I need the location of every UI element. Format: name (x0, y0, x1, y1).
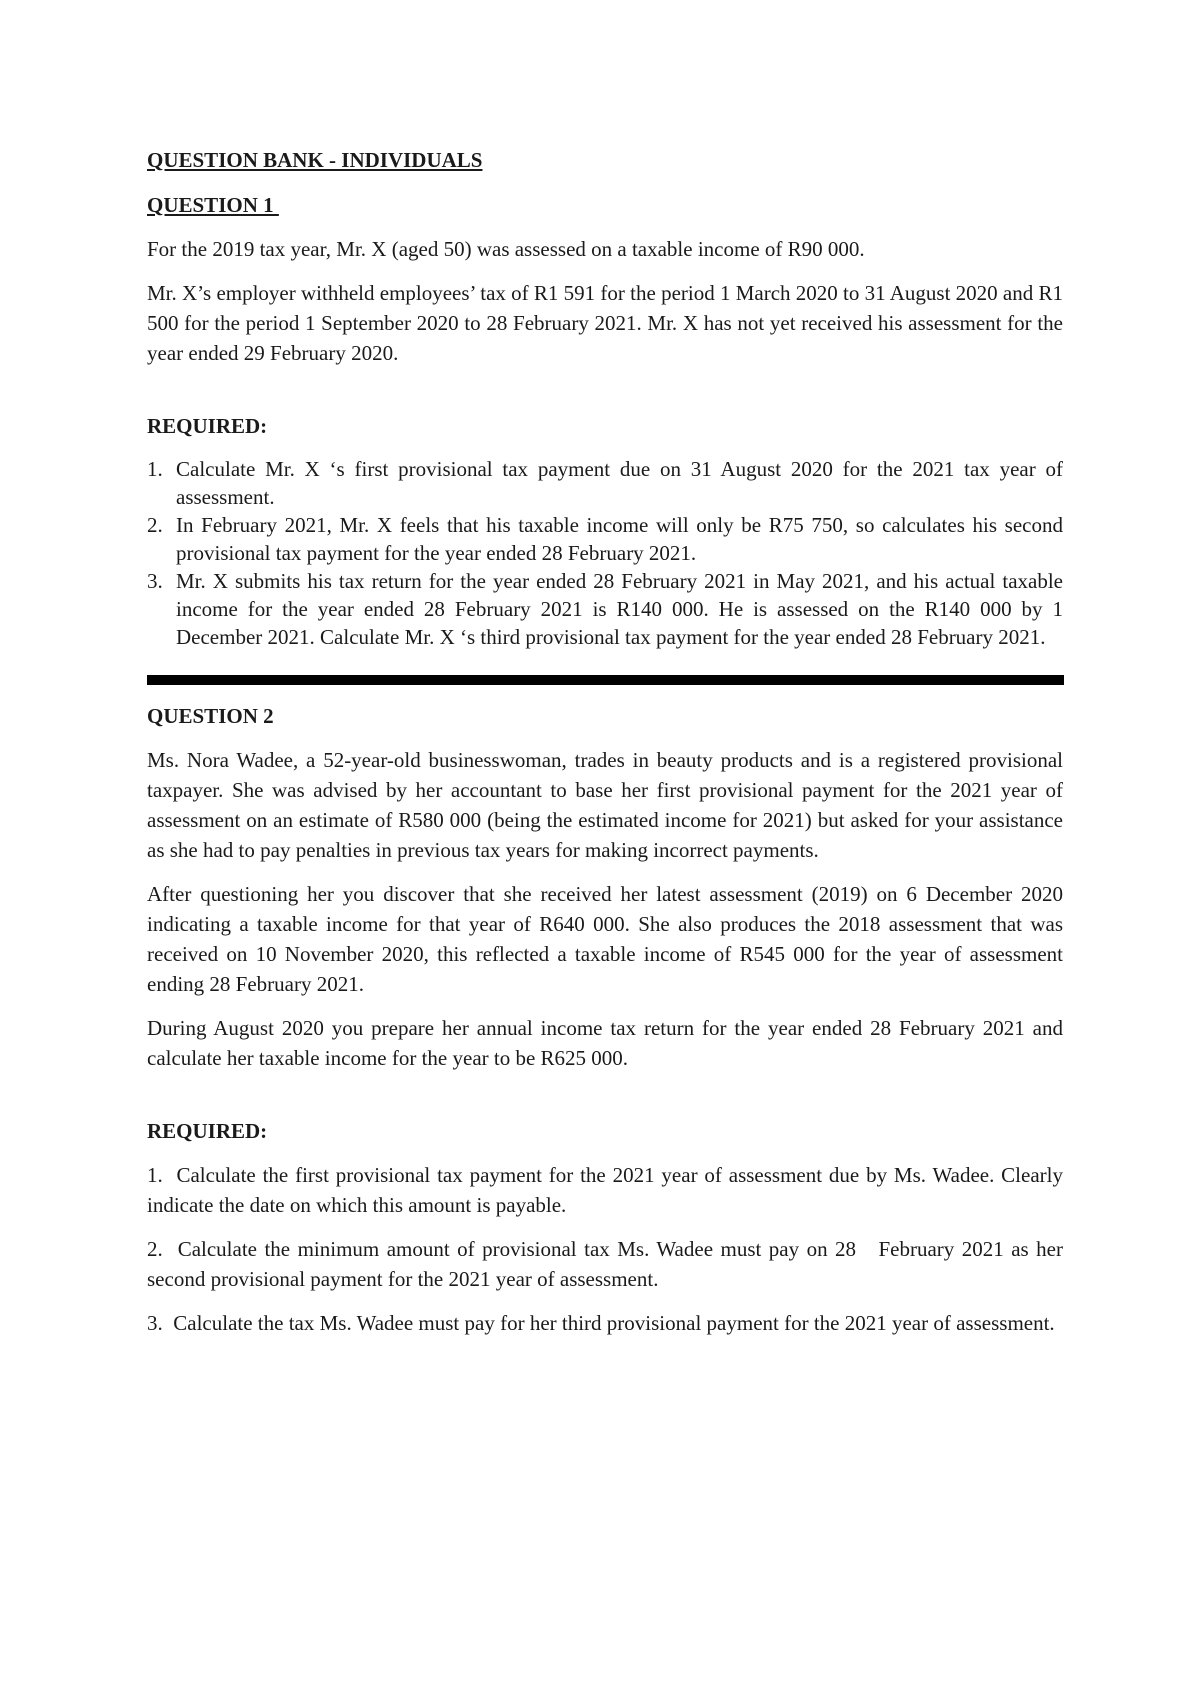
question-1-required-label: REQUIRED: (147, 414, 268, 438)
list-item-text: Calculate Mr. X ‘s first provisional tax payment due on 31 August 2020 for the 2021 tax year of assessment. (176, 457, 1063, 509)
list-item (147, 511, 1063, 567)
question-1-heading: QUESTION 1 (147, 193, 279, 217)
list-item-text: In February 2021, Mr. X feels that his taxable income will only be R75 750, so calculates his second provisional tax payment for the year ended 28 February 2021. (176, 513, 1063, 565)
question-2-item-1: 1. Calculate the first provisional tax payment for the 2021 year of assessment due by Ms. Wadee. Clearly indicate the date on which this amount is payable. (147, 1163, 1069, 1217)
document-page (147, 145, 1069, 1338)
question-2-item-2: 2. Calculate the minimum amount of provisional tax Ms. Wadee must pay on 28 February 2021 as her second provisional payment for the 2021 year of assessment. (147, 1237, 1069, 1291)
question-1-required-list (147, 455, 1063, 651)
question-1-paragraph-1: For the 2019 tax year, Mr. X (aged 50) was assessed on a taxable income of R90 000. (147, 237, 865, 261)
list-item (147, 455, 1063, 511)
question-2-paragraph-2: After questioning her you discover that she received her latest assessment (2019) on 6 December 2020 indicating a taxable income for that year of R640 000. She also produces the 2018 assessment that was received on 10 November 2020, this reflected a taxable income of R545 000 for the year of assessment ending 28 February 2021. (147, 882, 1063, 996)
question-2-paragraph-3: During August 2020 you prepare her annual income tax return for the year ended 28 February 2021 and calculate her taxable income for the year to be R625 000. (147, 1016, 1063, 1070)
document-title: QUESTION BANK - INDIVIDUALS (147, 148, 483, 172)
list-item-number: 1. (147, 457, 163, 481)
list-item (147, 567, 1063, 651)
list-item-text: Mr. X submits his tax return for the year ended 28 February 2021 in May 2021, and his actual taxable income for the year ended 28 February 2021 is R140 000. He is assessed on the R140 000 by 1 December 2021. Calculate Mr. X ‘s third provisional tax payment for the year ended 28 February 2021. (176, 569, 1063, 649)
list-item-number: 3. (147, 569, 163, 593)
question-2-heading: QUESTION 2 (147, 704, 274, 728)
list-item-number: 2. (147, 513, 163, 537)
question-2-required-label: REQUIRED: (147, 1119, 268, 1143)
section-divider (147, 675, 1064, 685)
question-2-item-3: 3. Calculate the tax Ms. Wadee must pay for her third provisional payment for the 2021 year of assessment. (147, 1311, 1055, 1335)
question-2-paragraph-1: Ms. Nora Wadee, a 52-year-old businesswoman, trades in beauty products and is a registered provisional taxpayer. She was advised by her accountant to base her first provisional payment for the 2021 year of assessment on an estimate of R580 000 (being the estimated income for 2021) but asked for your assistance as she had to pay penalties in previous tax years for making incorrect payments. (147, 748, 1063, 862)
question-1-paragraph-2: Mr. X’s employer withheld employees’ tax of R1 591 for the period 1 March 2020 to 31 August 2020 and R1 500 for the period 1 September 2020 to 28 February 2021. Mr. X has not yet received his assessment for the year ended 29 February 2020. (147, 281, 1063, 365)
